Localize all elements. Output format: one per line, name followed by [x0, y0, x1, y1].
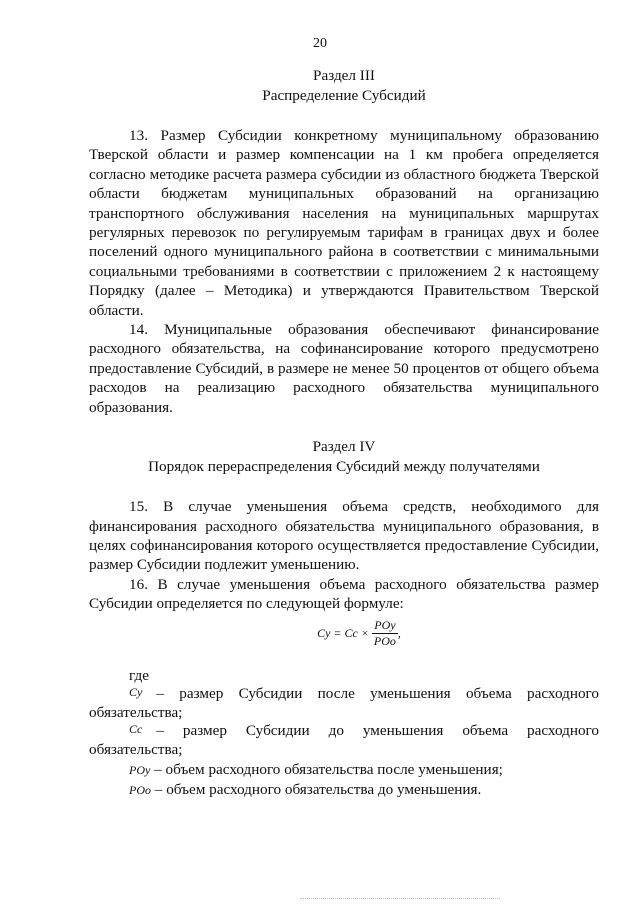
formula	[119, 618, 599, 658]
symbol-poo: POо	[129, 783, 151, 798]
document-body	[89, 66, 599, 801]
formula-fraction	[372, 618, 398, 649]
section-4-title: Порядок перераспределения Субсидий между получателями	[148, 458, 540, 476]
paragraph-13: 13. Размер Субсидии конкретному муниципальному образованию Тверской области и размер компенсации на 1 км пробега определяется согласно методике расчета размера субсидии из областного бюджета Тверской области бюджетам муниципальных образований на организацию транспортного обслуживания населения на муниципальных маршрутах регулярных перевозок по регулируемым тарифам в границах двух и более поселений одного муниципального района в соответствии с минимальными социальными требованиями в соответствии с приложением 2 к настоящему Порядку (далее – Методика) и утверждаются Правительством Тверской области.	[89, 127, 599, 319]
formula-tail: ,	[397, 625, 401, 640]
scan-edge-mark	[300, 898, 500, 903]
formula-denominator: POо	[373, 633, 396, 648]
section-4-heading: Раздел IV	[312, 438, 376, 456]
definition-cc	[89, 722, 599, 740]
symbol-cy: Cу	[129, 684, 143, 699]
section-3-title: Распределение Субсидий	[262, 87, 426, 104]
symbol-cc: Cс	[129, 722, 143, 737]
definition-cc-cont: обязательства;	[89, 741, 183, 759]
definition-poo-text: – объем расходного обязательства до уменьшения.	[151, 781, 482, 799]
formula-numerator: POу	[372, 618, 398, 634]
definition-cy-cont: обязательства;	[89, 703, 183, 721]
paragraph-16: 16. В случае уменьшения объема расходного обязательства размер Субсидии определяется по следующей формуле:	[89, 575, 599, 613]
definition-cy-text: – размер Субсидии после уменьшения объема расходного	[156, 684, 599, 702]
page-number: 20	[313, 36, 327, 51]
definition-poy	[89, 760, 599, 780]
where-label: где	[129, 666, 149, 684]
definition-cy	[89, 685, 599, 703]
definition-cc-text: – размер Субсидии до уменьшения объема расходного	[156, 722, 599, 740]
symbol-poy: POу	[129, 762, 151, 777]
paragraph-15: 15. В случае уменьшения объема средств, необходимого для финансирования расходного обязательства муниципального образования, в целях софинансирования которого осуществляется предоставление Субсидии, размер Субсидии подлежит уменьшению.	[89, 498, 599, 574]
paragraph-14: 14. Муниципальные образования обеспечивают финансирование расходного обязательства, на софинансирование которого предусмотрено предоставление Субсидий, в размере не менее 50 процентов от общего объема расходов на реализацию расходного обязательства муниципального образования.	[89, 321, 599, 416]
definition-poy-text: – объем расходного обязательства после уменьшения;	[150, 760, 503, 778]
definition-poo	[89, 780, 599, 800]
formula-lhs: Cу = Cс ×	[317, 625, 369, 640]
section-3-heading: Раздел III	[313, 67, 375, 84]
